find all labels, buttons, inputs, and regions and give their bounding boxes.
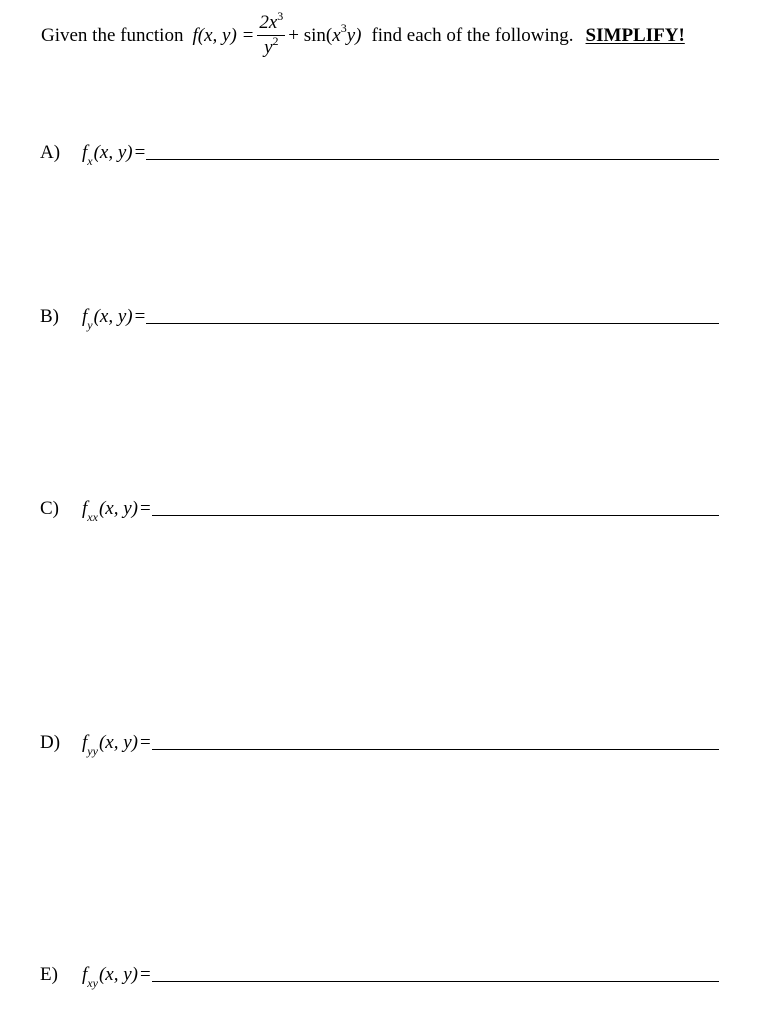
numerator-exponent: 3 — [277, 9, 284, 23]
subscript: xx — [87, 510, 98, 524]
partial-derivative-expression — [82, 498, 151, 524]
answer-blank-line[interactable] — [146, 322, 719, 324]
equals-sign: = — [139, 498, 151, 519]
problem-statement — [41, 8, 685, 64]
function-symbol: f — [82, 306, 88, 327]
problem-d — [40, 726, 719, 758]
numerator-text: 2x — [259, 12, 278, 33]
function-args: (x, y) — [93, 306, 133, 327]
equals-sign: = — [139, 732, 151, 753]
answer-blank-line[interactable] — [152, 980, 719, 982]
answer-blank-line[interactable] — [152, 514, 719, 516]
problem-label: D) — [40, 732, 61, 753]
subscript: yy — [87, 744, 98, 758]
simplify-emphasis: SIMPLIFY! — [585, 25, 685, 46]
problem-c — [40, 492, 719, 524]
sin-arg-x: x — [332, 25, 341, 46]
function-args: (x, y) — [98, 964, 138, 985]
partial-derivative-expression — [82, 306, 146, 332]
function-symbol: f — [82, 964, 88, 985]
function-symbol: f — [82, 732, 88, 753]
problem-label: E) — [40, 964, 58, 985]
partial-derivative-expression — [82, 142, 146, 168]
subscript: y — [87, 318, 93, 332]
problem-label: A) — [40, 142, 61, 163]
subscript: xy — [87, 976, 98, 990]
fraction-denominator — [264, 36, 278, 60]
equals-sign: = — [134, 306, 146, 327]
function-symbol: f — [82, 142, 88, 163]
problem-a — [40, 136, 719, 168]
function-args: (x, y) — [93, 142, 133, 163]
denominator-text: y — [264, 37, 273, 58]
function-lhs: f(x, y) = — [192, 25, 255, 46]
sin-arg-y: y) — [346, 25, 362, 46]
function-definition — [192, 9, 362, 60]
sin-arg-exponent: 3 — [340, 20, 347, 35]
partial-derivative-expression — [82, 964, 151, 990]
denominator-exponent: 2 — [272, 34, 279, 48]
partial-derivative-expression — [82, 732, 151, 758]
intro-text: Given the function — [41, 25, 184, 46]
instruction-text: find each of the following. — [371, 25, 574, 46]
equals-sign: = — [134, 142, 146, 163]
problem-b — [40, 300, 719, 332]
function-symbol: f — [82, 498, 88, 519]
function-args: (x, y) — [98, 732, 138, 753]
equals-sign: = — [139, 964, 151, 985]
answer-blank-line[interactable] — [146, 158, 719, 160]
fraction-numerator — [257, 9, 285, 36]
plus-sin: + sin( — [288, 25, 333, 46]
problem-label: C) — [40, 498, 59, 519]
fraction — [257, 9, 285, 60]
subscript: x — [87, 154, 93, 168]
problem-label: B) — [40, 306, 59, 327]
answer-blank-line[interactable] — [152, 748, 719, 750]
problem-e — [40, 958, 719, 990]
function-args: (x, y) — [98, 498, 138, 519]
